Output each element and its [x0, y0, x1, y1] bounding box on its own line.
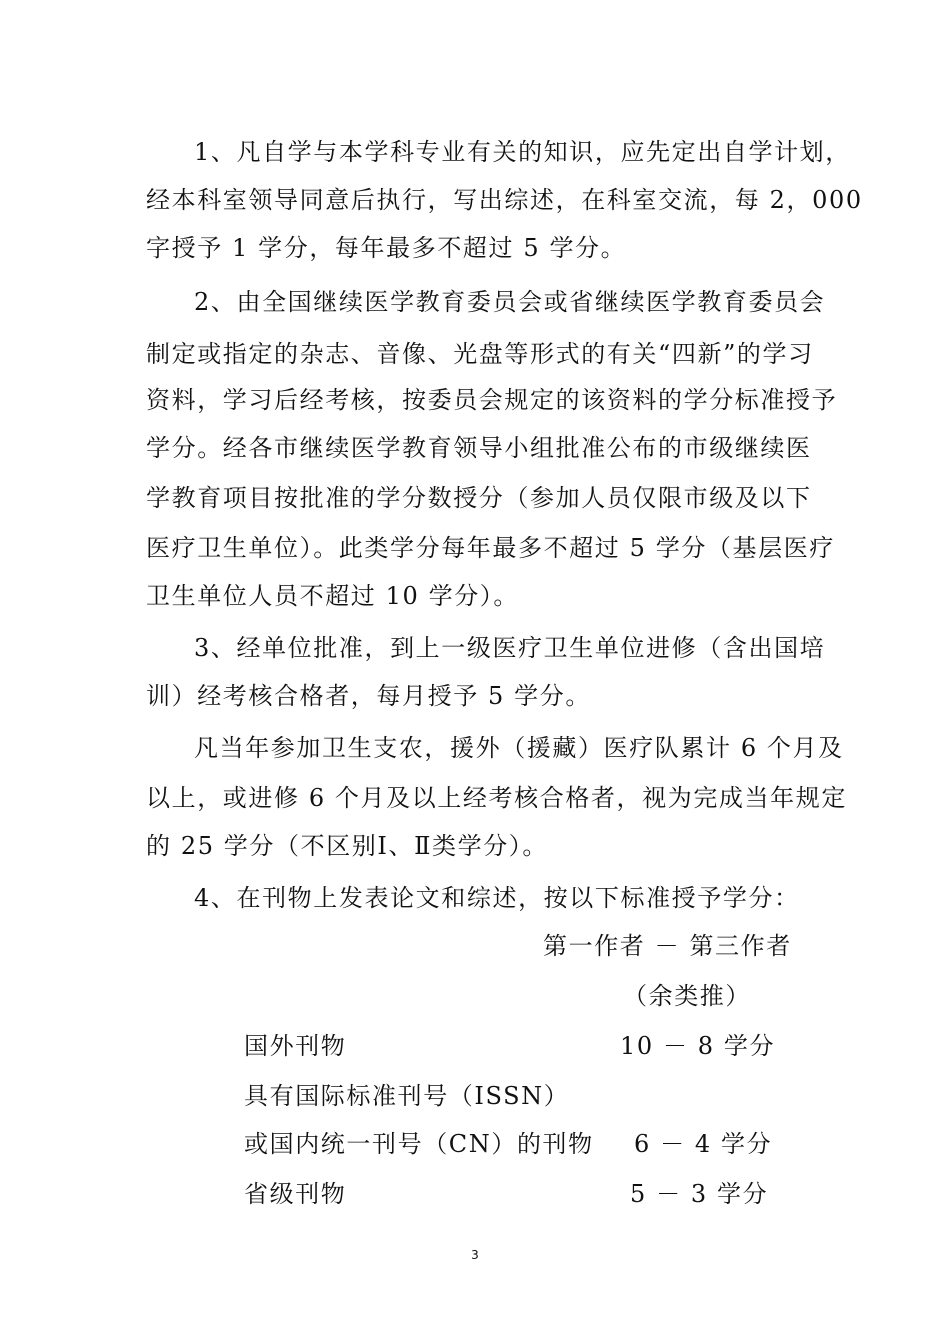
paragraph-4-line-3: 的 25 学分（不区别Ⅰ、Ⅱ类学分）。	[146, 832, 548, 860]
paragraph-4-line-2: 以上，或进修 6 个月及以上经考核合格者，视为完成当年规定	[146, 784, 847, 812]
table-row-label: 国外刊物	[244, 1032, 347, 1060]
paragraph-2-line-4: 学分。经各市继续医学教育领导小组批准公布的市级继续医	[146, 434, 812, 462]
table-row-label: 或国内统一刊号（CN）的刊物	[244, 1130, 594, 1158]
paragraph-2-line-3: 资料，学习后经考核，按委员会规定的该资料的学分标准授予	[146, 386, 838, 414]
table-row-label: 具有国际标准刊号（ISSN）	[244, 1082, 570, 1110]
paragraph-5-line-1: 4、在刊物上发表论文和综述，按以下标准授予学分：	[194, 884, 800, 912]
paragraph-2-line-5: 学教育项目按批准的学分数授分（参加人员仅限市级及以下	[146, 484, 812, 512]
table-header-authors: 第一作者 － 第三作者	[543, 932, 792, 960]
table-row-label: 省级刊物	[244, 1180, 347, 1208]
paragraph-2-line-6: 医疗卫生单位）。此类学分每年最多不超过 5 学分（基层医疗	[146, 534, 835, 562]
paragraph-3-line-1: 3、经单位批准，到上一级医疗卫生单位进修（含出国培	[194, 634, 826, 662]
paragraph-2-line-2: 制定或指定的杂志、音像、光盘等形式的有关“四新”的学习	[146, 340, 814, 368]
paragraph-2-line-1: 2、由全国继续医学教育委员会或省继续医学教育委员会	[194, 288, 826, 316]
paragraph-2-line-7: 卫生单位人员不超过 10 学分）。	[146, 582, 519, 610]
paragraph-1-line-3: 字授予 1 学分，每年最多不超过 5 学分。	[146, 234, 627, 262]
table-row-value: 5 － 3 学分	[630, 1180, 769, 1208]
page-number: 3	[471, 1248, 479, 1262]
table-header-note: （余类推）	[623, 982, 751, 1010]
table-row-value: 6 － 4 学分	[634, 1130, 773, 1158]
paragraph-4-line-1: 凡当年参加卫生支农，援外（援藏）医疗队累计 6 个月及	[194, 734, 844, 762]
table-row-value: 10 － 8 学分	[620, 1032, 776, 1060]
paragraph-1-line-2: 经本科室领导同意后执行，写出综述，在科室交流，每 2，000	[146, 186, 863, 214]
paragraph-1-line-1: 1、凡自学与本学科专业有关的知识，应先定出自学计划，	[194, 138, 851, 166]
paragraph-3-line-2: 训）经考核合格者，每月授予 5 学分。	[146, 682, 591, 710]
